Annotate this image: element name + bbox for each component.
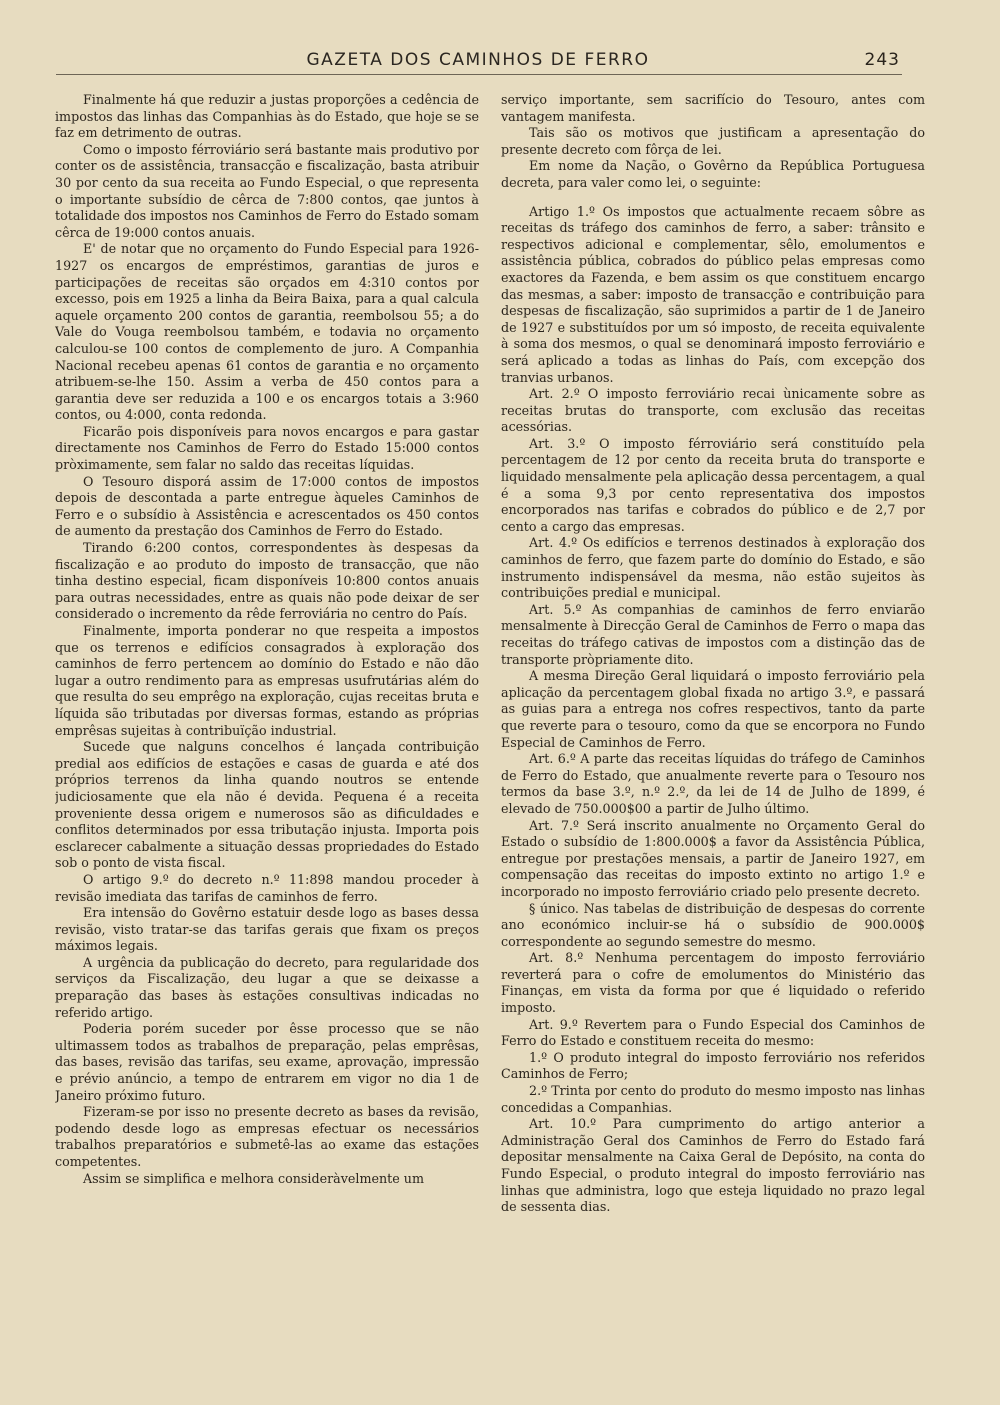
article-paragraph: Art. 10.º Para cumprimento do artigo anterior a Administração Geral dos Caminhos de Ferro do Estado fará depositar mensalmente na Caixa Geral de Depósito, na conta do Fundo Especial, o produto integral do imposto ferroviário nas linhas que administra, logo que esteja liquidado no prazo legal de sessenta dias. xyxy=(501,1116,925,1215)
paragraph: Fizeram-se por isso no presente decreto as bases da revisão, podendo desde logo as empresas efectuar os necessários trabalhos preparatórios e submetê-las ao exame das estações competentes. xyxy=(55,1104,479,1169)
paragraph: § único. Nas tabelas de distribuição de despesas do corrente ano económico incluir-se há o subsídio de 900.000$ correspondente ao segundo semestre do mesmo. xyxy=(501,900,925,949)
paragraph: O artigo 9.º do decreto n.º 11:898 mandou proceder à revisão imediata das tarifas de caminhos de ferro. xyxy=(55,871,479,904)
paragraph: Sucede que nalguns concelhos é lançada contribuição predial aos edifícios de estações e casas de guarda e até dos próprios terrenos da linha quando noutros se entende judiciosamente que ela não é devida. Pequena é a receita proveniente dessa origem e numerosos são as dificuldades e conflitos determinados por essa tributação injusta. Importa pois esclarecer cabalmente a situação dessas propriedades do Estado sob o ponto de vista fiscal. xyxy=(55,739,479,871)
paragraph: E' de notar que no orçamento do Fundo Especial para 1926-1927 os encargos de empréstimos, garantias de juros e participações de receitas são orçados em 4:310 contos por excesso, pois em 1925 a linha da Beira Baixa, para a qual calcula aquele orçamento 200 contos de garantia, reembolsou 55; a do Vale do Vouga reembolsou também, e todavia no orçamento calculou-se 100 contos de complemento de juro. A Companhia Nacional recebeu apenas 61 contos de garantia e no orçamento atribuem-se-lhe 150. Assim a verba de 450 contos para a garantia deve ser reduzida a 100 e os encargos totais a 3:960 contos, ou 4:000, conta redonda. xyxy=(55,241,479,423)
page-number: 243 xyxy=(864,50,900,70)
article-paragraph: Artigo 1.º Os impostos que actualmente recaem sôbre as receitas ds tráfego dos caminhos de ferro, a saber: trânsito e respectivos adicional e complementar, sêlo, emolumentos e assistência pública, cobrados do público pelas empresas como exactores da Fazenda, e bem assim os que constituem encargo das mesmas, a saber: imposto de transacção e contribuição para despesas de fiscalização, são suprimidos a partir de 1 de Janeiro de 1927 e substituídos por um só imposto, de receita equivalente à soma dos mesmos, o qual se denominará imposto ferroviário e será aplicado a todas as linhas do País, com excepção dos tranvias urbanos. xyxy=(501,203,925,385)
paragraph: Tais são os motivos que justificam a apresentação do presente decreto com fôrça de lei. xyxy=(501,125,925,157)
journal-title: GAZETA DOS CAMINHOS DE FERRO xyxy=(306,50,650,70)
article-paragraph: Art. 8.º Nenhuma percentagem do imposto ferroviário reverterá para o cofre de emolumentos do Ministério das Finanças, em vista da forma por que é liquidado o referido imposto. xyxy=(501,950,925,1016)
article-paragraph: Art. 5.º As companhias de caminhos de ferro enviarão mensalmente à Direcção Geral de Caminhos de Ferro o mapa das receitas do tráfego cativas de impostos com a distinção das de transporte pròpriamente dito. xyxy=(501,601,925,667)
article-paragraph: Art. 2.º O imposto ferroviário recai ùnicamente sobre as receitas brutas do transporte, com exclusão das receitas acessórias. xyxy=(501,386,925,435)
article-paragraph: Art. 7.º Será inscrito anualmente no Orçamento Geral do Estado o subsídio de 1:800.000$ a favor da Assistência Pública, entregue por prestações mensais, a partir de Janeiro 1927, em compensação das receitas do imposto extinto no artigo 1.º e incorporado no imposto ferroviário criado pelo presente decreto. xyxy=(501,817,925,899)
page-header xyxy=(56,50,900,76)
paragraph: Finalmente, importa ponderar no que respeita a impostos que os terrenos e edifícios consagrados à exploração dos caminhos de ferro pertencem ao domínio do Estado e não dão lugar a outro rendimento para as empresas usufrutárias além do que resulta do seu emprêgo na exploração, cujas receitas bruta e líquida são tributadas por diversas formas, estando as próprias emprêsas sujeitas à contribuïção industrial. xyxy=(55,623,479,738)
paragraph: Em nome da Nação, o Govêrno da República Portuguesa decreta, para valer como lei, o seguinte: xyxy=(501,158,925,190)
paragraph: Assim se simplifica e melhora consideràvelmente um xyxy=(83,1170,425,1186)
right-column xyxy=(501,92,925,1342)
article-paragraph: Art. 3.º O imposto férroviário será constituído pela percentagem de 12 por cento da receita bruta do transporte e liquidado mensalmente pela aplicação dessa percentagem, a qual é a soma 9,3 por cento representativa dos impostos encorporados nas tarifas e cobrados do público e de 2,7 por cento a cargo das empresas. xyxy=(501,435,925,534)
article-paragraph: Art. 9.º Revertem para o Fundo Especial dos Caminhos de Ferro do Estado e constituem receita do mesmo: xyxy=(501,1016,925,1049)
paragraph: A urgência da publicação do decreto, para regularidade dos serviços da Fiscalização, deu lugar a que se deixasse a preparação das bases às estações consultivas indicadas no referido artigo. xyxy=(55,954,479,1020)
paragraph: serviço importante, sem sacrifício do Tesouro, antes com vantagem manifesta. xyxy=(501,92,925,124)
article-paragraph: Art. 4.º Os edifícios e terrenos destinados à exploração dos caminhos de ferro, que fazem parte do domínio do Estado, e são instrumento indispensável da mesma, não estão sujeitos às contribuições predial e municipal. xyxy=(501,535,925,601)
paragraph: O Tesouro disporá assim de 17:000 contos de impostos depois de descontada a parte entregue àqueles Caminhos de Ferro e o subsídio à Assistência e acrescentados os 450 contos de aumento da prestação dos Caminhos de Ferro do Estado. xyxy=(55,473,479,539)
paragraph: A mesma Direção Geral liquidará o imposto ferroviário pela aplicação da percentagem global fixada no artigo 3.º, e passará as guias para a entrega nos cofres respectivos, tanto da parte que reverte para o tesouro, como da que se encorpora no Fundo Especial de Caminhos de Ferro. xyxy=(501,668,925,750)
list-item: 2.º Trinta por cento do produto do mesmo imposto nas linhas concedidas a Companhias. xyxy=(501,1083,925,1115)
paragraph: Poderia porém suceder por êsse processo que se não ultimassem todos as trabalhos de preparação, pelas emprêsas, das bases, revisão das tarifas, seu exame, aprovação, impressão e prévio anúncio, a tempo de entrarem em vigor no dia 1 de Janeiro próximo futuro. xyxy=(55,1021,479,1103)
paragraph: Tirando 6:200 contos, correspondentes às despesas da fiscalização e ao produto do imposto de transacção, que não tinha destino especial, ficam disponíveis 10:800 contos anuais para outras necessidades, entre as quais não pode deixar de ser considerado o incremento da rêde ferroviária no centro do País. xyxy=(55,540,479,622)
paragraph: Finalmente há que reduzir a justas proporções a cedência de impostos das linhas das Companhias às do Estado, que hoje se se faz em detrimento de outras. xyxy=(55,92,479,141)
list-item: 1.º O produto integral do imposto ferroviário nos referidos Caminhos de Ferro; xyxy=(501,1049,925,1082)
paragraph: Era intensão do Govêrno estatuir desde logo as bases dessa revisão, visto tratar-se das tarifas gerais que fixam os preços máximos legais. xyxy=(55,905,479,954)
article-paragraph: Art. 6.º A parte das receitas líquidas do tráfego de Caminhos de Ferro do Estado, que anualmente reverte para o Tesouro nos termos da base 3.º, n.º 2.º, da lei de 14 de Julho de 1899, é elevado de 750.000$00 a partir de Julho último. xyxy=(501,751,925,816)
left-column xyxy=(55,92,479,1342)
paragraph: Ficarão pois disponíveis para novos encargos e para gastar directamente nos Caminhos de Ferro do Estado 15:000 contos pròximamente, sem falar no saldo das receitas líquidas. xyxy=(55,423,479,473)
paragraph: Como o imposto férroviário será bastante mais produtivo por conter os de assistência, transacção e fiscalização, basta atribuir 30 por cento da sua receita ao Fundo Especial, o que representa o importante subsídio de cêrca de 7:800 contos, qae juntos à totalidade dos impostos nos Caminhos de Ferro do Estado somam cêrca de 19:000 contos anuais. xyxy=(55,141,479,240)
header-rule xyxy=(56,74,902,75)
